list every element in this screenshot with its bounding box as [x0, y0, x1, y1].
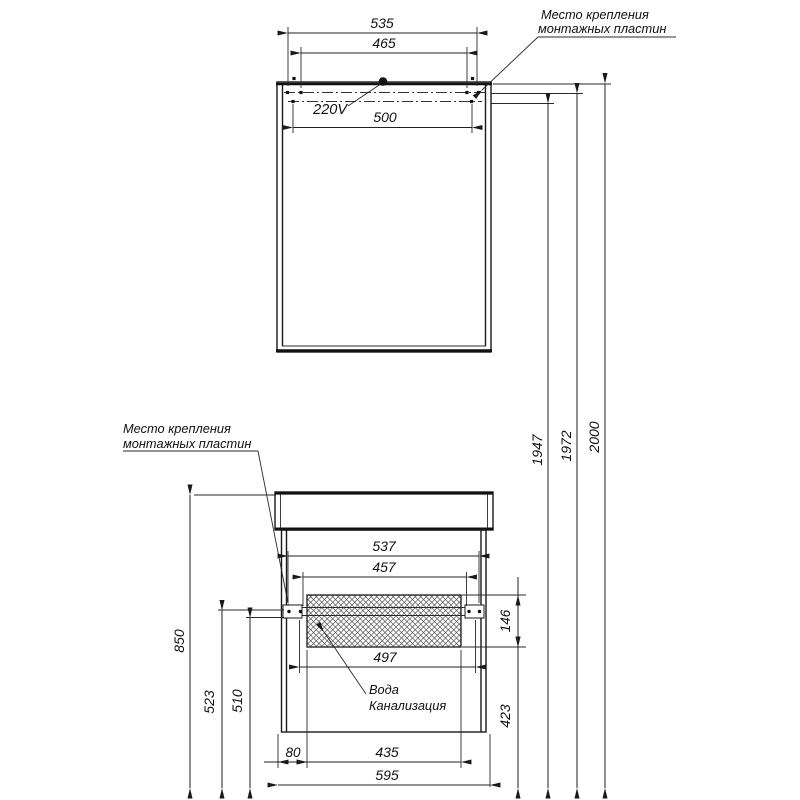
- outlet-label: 220V: [313, 102, 347, 118]
- mount-label-mid-line1: Место крепления: [123, 421, 231, 436]
- dim-435: 435: [375, 744, 399, 760]
- dim-523: 523: [201, 690, 217, 714]
- dim-1972: 1972: [558, 430, 574, 462]
- dim-465: 465: [372, 35, 396, 51]
- water-label-line1: Вода: [369, 682, 399, 697]
- dim-497: 497: [373, 649, 397, 665]
- mount-label-mid-line2: монтажных пластин: [123, 436, 252, 451]
- dim-2000: 2000: [586, 421, 602, 453]
- water-label-line2: Канализация: [369, 698, 447, 713]
- washbasin-countertop: [275, 492, 493, 530]
- dim-850: 850: [171, 629, 187, 653]
- mounting-plate-label-top: [482, 7, 676, 90]
- dim-80: 80: [285, 745, 301, 760]
- outlet-leader-line: [348, 85, 380, 107]
- dim-510: 510: [229, 689, 245, 713]
- height-dimensions: [491, 84, 611, 789]
- mounting-plate-label-mid: [123, 421, 288, 603]
- dim-595: 595: [375, 767, 399, 783]
- mounting-plate-zone: [307, 595, 461, 647]
- mount-label-top-line2: монтажных пластин: [538, 21, 667, 36]
- mount-label-top-line1: Место крепления: [541, 7, 649, 22]
- dim-146: 146: [498, 609, 513, 633]
- mount-label-mid-leader: [258, 451, 288, 603]
- dim-423: 423: [497, 704, 513, 728]
- dim-535: 535: [370, 15, 394, 31]
- dim-537: 537: [372, 538, 396, 554]
- dim-1947: 1947: [529, 434, 545, 466]
- mount-label-top-leader: [482, 37, 538, 90]
- dim-457: 457: [372, 559, 396, 575]
- dim-500: 500: [373, 109, 397, 125]
